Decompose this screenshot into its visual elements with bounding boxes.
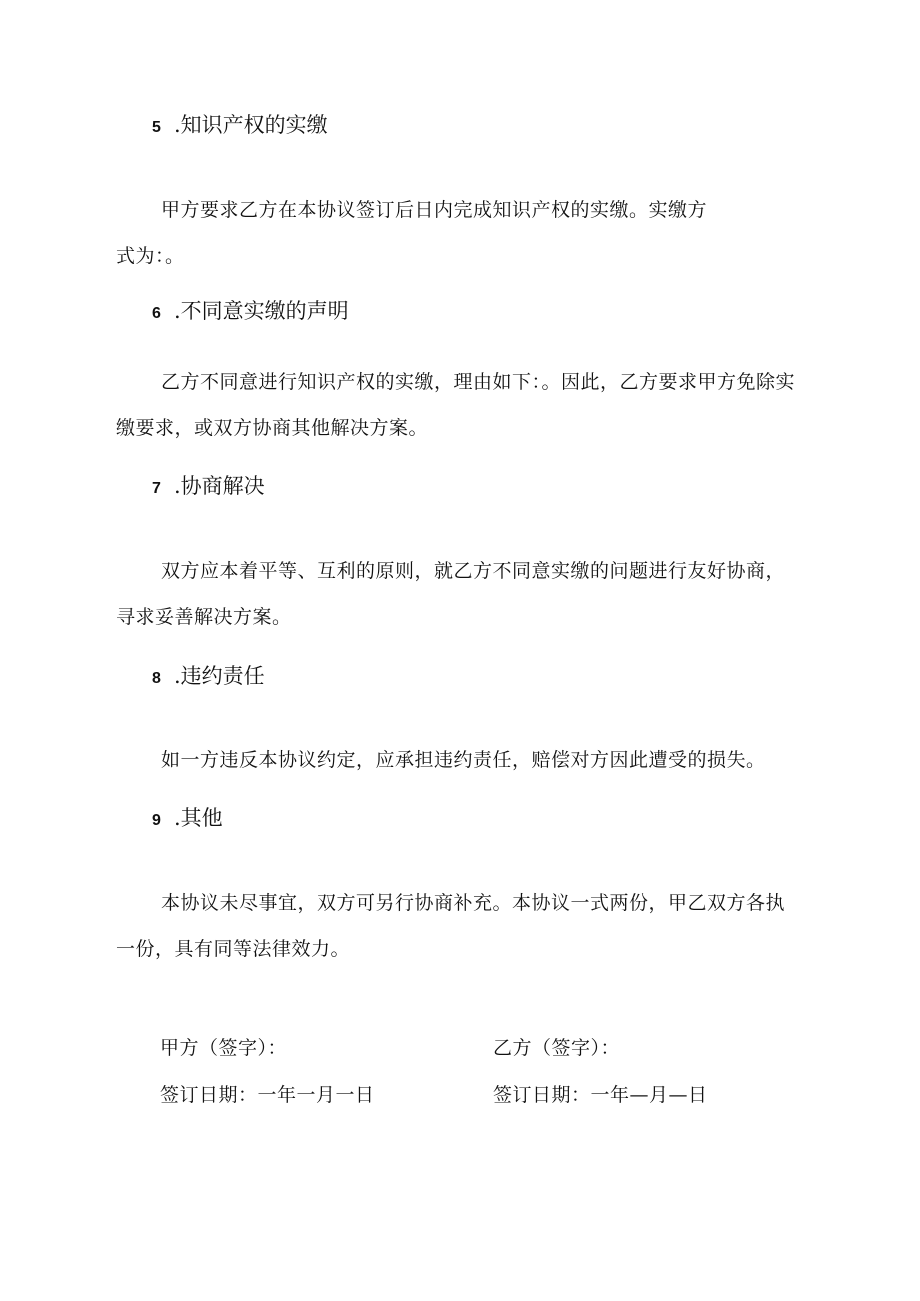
section-body-5 (116, 187, 816, 279)
paragraph-line: 缴要求，或双方协商其他解决方案。 (116, 417, 429, 439)
party-b-date-label: 签订日期：一年—月—日 (493, 1084, 708, 1106)
section-body-7 (116, 548, 816, 640)
party-a-signature-label: 甲方（签字）： (160, 1037, 288, 1059)
section-heading-9 (152, 803, 223, 836)
section-heading-8 (152, 661, 265, 694)
section-body-9 (116, 880, 816, 972)
section-title: .违约责任 (174, 664, 265, 688)
section-title: .其他 (174, 806, 223, 830)
section-number: 9 (152, 812, 161, 829)
party-a-date-label: 签订日期：一年一月一日 (160, 1084, 375, 1106)
paragraph-line: 一份，具有同等法律效力。 (116, 938, 351, 960)
paragraph-line: 本协议未尽事宜，双方可另行协商补充。本协议一式两份，甲乙双方各执 (161, 892, 786, 914)
paragraph-line: 乙方不同意进行知识产权的实缴，理由如下：。因此，乙方要求甲方免除实 (161, 371, 796, 393)
section-number: 6 (152, 305, 161, 322)
section-body-6 (116, 359, 816, 451)
paragraph-line: 甲方要求乙方在本协议签订后日内完成知识产权的实缴。实缴方 (161, 199, 708, 221)
paragraph-line: 寻求妥善解决方案。 (116, 606, 292, 628)
section-title: .协商解决 (174, 474, 265, 498)
section-heading-7 (152, 471, 265, 504)
section-title: .不同意实缴的声明 (174, 299, 349, 323)
paragraph-line: 如一方违反本协议约定，应承担违约责任，赔偿对方因此遭受的损失。 (161, 749, 766, 771)
section-heading-6 (152, 296, 349, 329)
paragraph-line: 式为：。 (116, 245, 185, 267)
section-title: .知识产权的实缴 (174, 113, 328, 137)
section-number: 5 (152, 119, 161, 136)
section-heading-5 (152, 110, 328, 143)
section-number: 7 (152, 480, 161, 497)
section-number: 8 (152, 670, 161, 687)
party-b-signature-label: 乙方（签字）： (493, 1037, 621, 1059)
section-body-8 (116, 737, 816, 783)
paragraph-line: 双方应本着平等、互利的原则，就乙方不同意实缴的问题进行友好协商， (161, 560, 786, 582)
